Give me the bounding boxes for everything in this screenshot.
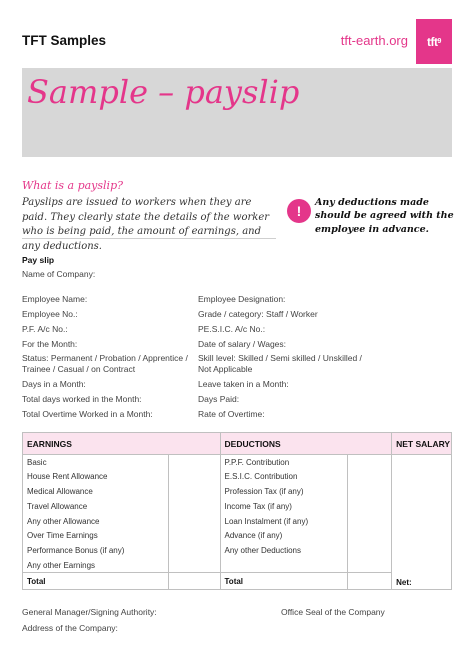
- page-header: [0, 0, 474, 68]
- deduction-label: Any other Deductions: [220, 543, 348, 558]
- earning-amount[interactable]: [168, 469, 220, 484]
- brand-title: TFT Samples: [22, 33, 107, 48]
- salary-table: [22, 432, 452, 590]
- table-row: [23, 514, 452, 529]
- earning-amount[interactable]: [168, 499, 220, 514]
- earning-label: House Rent Allowance: [23, 469, 169, 484]
- page-title: Sample – payslip: [27, 73, 300, 111]
- salary-date-field: Date of salary / Wages:: [198, 339, 287, 349]
- table-row: [23, 484, 452, 499]
- deduction-label: Loan Instalment (if any): [220, 514, 348, 529]
- table-row: [23, 543, 452, 558]
- employee-name-field: Employee Name:: [22, 294, 88, 304]
- logo-text: tft: [427, 34, 438, 49]
- deduction-amount[interactable]: [348, 558, 392, 573]
- tft-logo: [416, 19, 452, 64]
- warning-note: Any deductions made should be agreed with the employee in advance.: [315, 197, 454, 235]
- deduction-amount[interactable]: [348, 469, 392, 484]
- deduction-amount[interactable]: [348, 543, 392, 558]
- total-earnings-amount[interactable]: [168, 573, 220, 590]
- earning-label: Over Time Earnings: [23, 528, 169, 543]
- office-seal-field: Office Seal of the Company: [281, 607, 385, 617]
- gm-signature-field: General Manager/Signing Authority:: [22, 607, 157, 617]
- logo-sup: 9: [437, 38, 441, 45]
- intro-divider: [22, 238, 276, 239]
- earning-amount[interactable]: [168, 455, 220, 470]
- earning-label: Medical Allowance: [23, 484, 169, 499]
- deduction-amount[interactable]: [348, 499, 392, 514]
- table-row: [23, 558, 452, 573]
- deduction-amount[interactable]: [348, 484, 392, 499]
- days-paid-field: Days Paid:: [198, 394, 240, 404]
- total-deductions-amount[interactable]: [348, 573, 392, 590]
- employee-no-field: Employee No.:: [22, 309, 78, 319]
- deduction-label: [220, 558, 348, 573]
- intro-body: Payslips are issued to workers when they are paid. They clearly state the details of the worker who is being paid, the amount of earnings, and any deductions.: [22, 197, 270, 252]
- deduction-amount[interactable]: [348, 455, 392, 470]
- table-row: [23, 469, 452, 484]
- earning-label: Travel Allowance: [23, 499, 169, 514]
- grade-field: Grade / category: Staff / Worker: [198, 309, 318, 319]
- deduction-amount[interactable]: [348, 528, 392, 543]
- month-field: For the Month:: [22, 339, 78, 349]
- days-in-month-field: Days in a Month:: [22, 379, 86, 389]
- earning-label: Performance Bonus (if any): [23, 543, 169, 558]
- pf-account-field: P.F. A/c No.:: [22, 324, 68, 334]
- exclamation-icon: !: [287, 199, 311, 223]
- total-earnings-label: Total: [23, 573, 169, 590]
- overtime-worked-field: Total Overtime Worked in a Month:: [22, 409, 153, 419]
- intro-heading: What is a payslip?: [22, 179, 124, 192]
- payslip-title: Pay slip: [22, 255, 55, 265]
- company-name-field: Name of Company:: [22, 269, 96, 279]
- designation-field: Employee Designation:: [198, 294, 286, 304]
- net-salary-header: NET SALARY: [392, 433, 452, 455]
- deduction-label: Profession Tax (if any): [220, 484, 348, 499]
- earning-amount[interactable]: [168, 528, 220, 543]
- net-salary-cell: Net:: [392, 455, 452, 590]
- leave-taken-field: Leave taken in a Month:: [198, 379, 289, 389]
- site-link[interactable]: tft-earth.org: [340, 33, 408, 48]
- table-row: [23, 528, 452, 543]
- earning-amount[interactable]: [168, 514, 220, 529]
- earning-label: Basic: [23, 455, 169, 470]
- earnings-header: EARNINGS: [23, 433, 221, 455]
- title-banner: [22, 68, 452, 157]
- earning-label: Any other Earnings: [23, 558, 169, 573]
- deduction-label: P.P.F. Contribution: [220, 455, 348, 470]
- overtime-rate-field: Rate of Overtime:: [198, 409, 265, 419]
- status-field: Status: Permanent / Probation / Apprentice / Trainee / Casual / on Contract: [22, 353, 188, 375]
- skill-level-field: Skill level: Skilled / Semi skilled / Unskilled / Not Applicable: [198, 353, 362, 375]
- total-row: [23, 573, 452, 590]
- earning-amount[interactable]: [168, 543, 220, 558]
- total-deductions-label: Total: [220, 573, 348, 590]
- deduction-amount[interactable]: [348, 514, 392, 529]
- earning-label: Any other Allowance: [23, 514, 169, 529]
- table-row: [23, 455, 452, 470]
- deduction-label: E.S.I.C. Contribution: [220, 469, 348, 484]
- deductions-header: DEDUCTIONS: [220, 433, 392, 455]
- deduction-label: Advance (if any): [220, 528, 348, 543]
- company-address-field: Address of the Company:: [22, 623, 118, 633]
- table-row: [23, 499, 452, 514]
- deduction-label: Income Tax (if any): [220, 499, 348, 514]
- earning-amount[interactable]: [168, 558, 220, 573]
- earning-amount[interactable]: [168, 484, 220, 499]
- days-worked-field: Total days worked in the Month:: [22, 394, 142, 404]
- esic-account-field: PE.S.I.C. A/c No.:: [198, 324, 266, 334]
